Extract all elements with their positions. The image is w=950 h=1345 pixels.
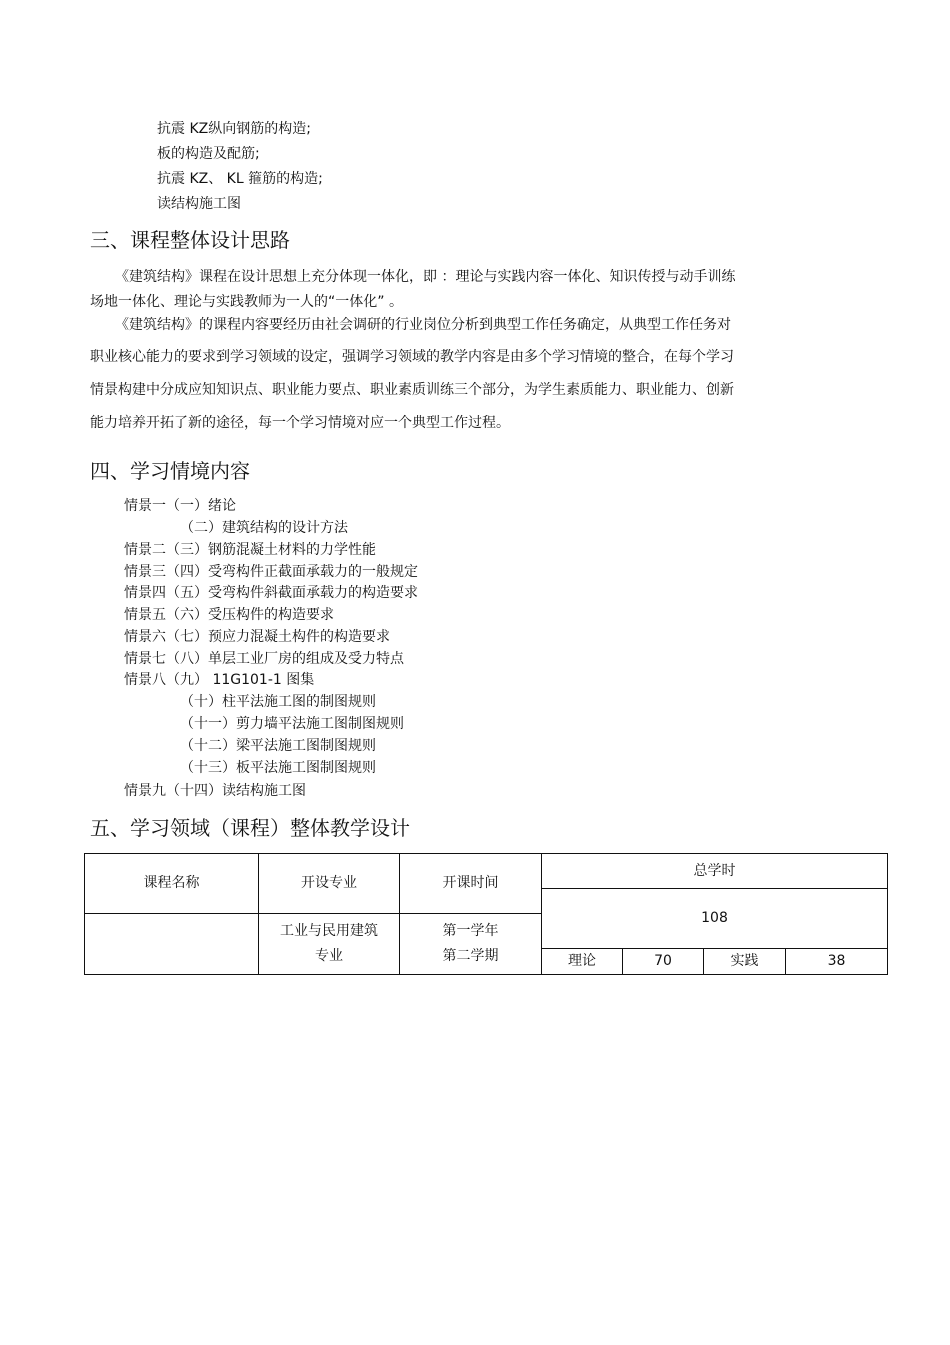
paragraph-line: 《建筑结构》课程在设计思想上充分体现一体化，即 ：理论与实践内容一体化、知识传授与动手训练 (115, 269, 736, 285)
header-major: 开设专业 (259, 854, 400, 914)
major-value (259, 914, 400, 975)
paragraph-line: 职业核心能力的要求到学习领域的设定，强调学习领域的教学内容是由多个学习情境的整合，在每个学习 (90, 349, 734, 365)
time-line: 第二学期 (442, 948, 499, 964)
list-item: 情景二（三）钢筋混凝土材料的力学性能 (124, 542, 376, 558)
list-item: 情景八（九） 11G101-1 图集 (124, 672, 315, 688)
major-line: 专业 (315, 948, 343, 964)
section-heading: 五、学习领域（课程）整体教学设计 (90, 816, 410, 840)
list-item: 情景七（八）单层工业厂房的组成及受力特点 (124, 651, 404, 667)
list-item: （十一）剪力墙平法施工图制图规则 (180, 716, 404, 732)
list-item: 抗震 KZ、 KL 箍筋的构造; (157, 171, 323, 187)
total-hours-value: 108 (542, 889, 888, 949)
paragraph-line: 场地一体化、理论与实践教师为一人的“一体化” 。 (90, 294, 403, 310)
theory-label: 理论 (542, 949, 623, 975)
list-item: 情景一（一）绪论 (124, 498, 236, 514)
list-item: 抗震 KZ纵向钢筋的构造; (157, 121, 311, 137)
practice-label: 实践 (704, 949, 786, 975)
list-item: （十三）板平法施工图制图规则 (180, 760, 376, 776)
course-design-table (84, 853, 888, 975)
time-line: 第一学年 (442, 923, 499, 939)
list-item: （十二）梁平法施工图制图规则 (180, 738, 376, 754)
theory-hours: 70 (623, 949, 704, 975)
major-line: 工业与民用建筑 (280, 923, 378, 939)
list-item: 情景六（七）预应力混凝土构件的构造要求 (124, 629, 390, 645)
section-heading: 四、学习情境内容 (90, 459, 250, 483)
header-time: 开课时间 (400, 854, 542, 914)
paragraph-line: 《建筑结构》的课程内容要经历由社会调研的行业岗位分析到典型工作任务确定，从典型工作任务对 (115, 317, 731, 333)
list-item: 情景五（六）受压构件的构造要求 (124, 607, 334, 623)
header-total-hours: 总学时 (542, 854, 888, 889)
paragraph-line: 能力培养开拓了新的途径，每一个学习情境对应一个典型工作过程。 (90, 415, 510, 431)
time-value (400, 914, 542, 975)
header-course-name: 课程名称 (85, 854, 259, 914)
list-item: （二）建筑结构的设计方法 (180, 520, 348, 536)
list-item: 情景四（五）受弯构件斜截面承载力的构造要求 (124, 585, 418, 601)
course-name-value (85, 914, 259, 975)
list-item: 情景三（四）受弯构件正截面承载力的一般规定 (124, 564, 418, 580)
list-item: 情景九（十四）读结构施工图 (124, 783, 306, 799)
section-heading: 三、课程整体设计思路 (90, 228, 290, 252)
paragraph-line: 情景构建中分成应知知识点、职业能力要点、职业素质训练三个部分，为学生素质能力、职业能力、创新 (90, 382, 734, 398)
practice-hours: 38 (786, 949, 888, 975)
list-item: 板的构造及配筋; (157, 146, 260, 162)
list-item: 读结构施工图 (157, 196, 241, 212)
list-item: （十）柱平法施工图的制图规则 (180, 694, 376, 710)
